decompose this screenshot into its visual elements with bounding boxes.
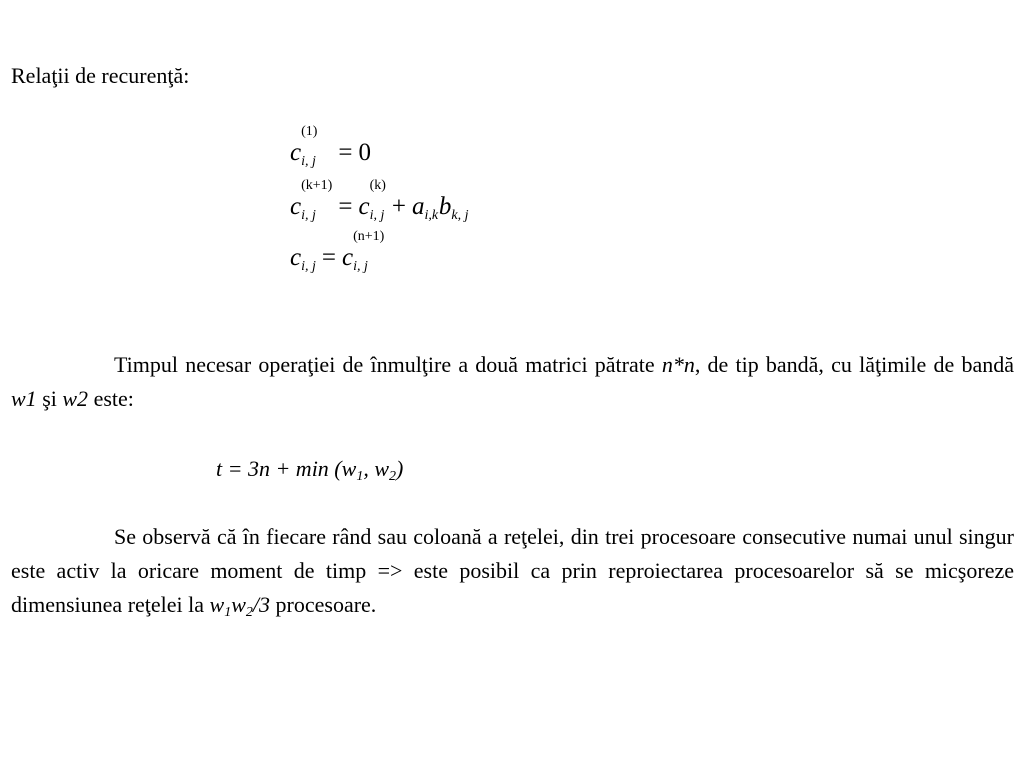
eq1-lhs-scripts: [301, 124, 332, 172]
eq3-rhs-sub: i, j: [353, 259, 368, 274]
eq3-lhs-base: c: [290, 244, 302, 271]
eq2-term1-base: c: [358, 193, 370, 220]
eq2-plus: +: [391, 193, 406, 220]
eq1-lhs-sup: (1): [301, 124, 318, 139]
eq2-lhs-sub: i, j: [301, 208, 316, 223]
formula-end: ): [396, 456, 404, 481]
eq3-operator: =: [321, 244, 336, 271]
p1-text-c: şi: [36, 386, 63, 411]
p2-text-b: procesoare.: [270, 592, 377, 617]
p1-text-a: Timpul necesar operaţiei de înmulţire a două matrici pătrate: [114, 352, 662, 377]
eq2-term3-sub: k, j: [451, 208, 469, 223]
eq2-term1-sub: i, j: [369, 208, 385, 223]
eq2-term2-scripts: [425, 192, 439, 226]
eq2-term3-base: b: [438, 193, 452, 220]
eq2-term1-sup: (k): [369, 178, 386, 193]
eq2-term2-base: a: [412, 193, 425, 220]
recurrence-equation-3: [290, 229, 385, 277]
p1-em-w2: w2: [62, 386, 89, 411]
p1-em-w1: w1: [11, 386, 37, 411]
eq2-lhs-scripts: [301, 178, 333, 226]
eq3-rhs-scripts: [353, 229, 385, 277]
eq1-lhs-sub: i, j: [301, 154, 316, 169]
p2-text-a: Se observă că în fiecare rând sau coloană a reţelei, din trei procesoare consecutive numai unul singur este activ la oricare moment de timp => este posibil ca prin reproiectarea procesoarelor să se micşoreze dimensiunea reţelei la: [11, 524, 1014, 617]
eq2-term3-scripts: [451, 192, 469, 226]
p2-em-w-b: w: [231, 592, 246, 617]
eq3-lhs-sub: i, j: [301, 259, 316, 274]
recurrence-equation-2: [290, 178, 469, 226]
eq2-operator: =: [338, 193, 353, 220]
eq2-lhs-sup: (k+1): [301, 178, 333, 193]
time-formula: [216, 452, 403, 486]
p1-em-nn: n*n: [661, 352, 695, 377]
eq2-lhs-base: c: [290, 193, 302, 220]
p1-text-b: , de tip bandă, cu lăţimile de bandă: [694, 352, 1014, 377]
eq3-rhs-base: c: [342, 244, 354, 271]
eq3-rhs-sup: (n+1): [353, 229, 385, 244]
eq3-lhs-scripts: [301, 243, 316, 277]
formula-sub1: 1: [356, 469, 364, 484]
section-heading: Relaţii de recurenţă:: [11, 63, 190, 88]
formula-sub2: 2: [389, 469, 396, 484]
eq1-operator: =: [338, 139, 353, 166]
eq2-term1-scripts: [369, 178, 386, 226]
formula-mid: , w: [363, 456, 389, 481]
p2-sub1: 1: [224, 605, 232, 620]
p2-em-w: w: [209, 592, 225, 617]
formula-main: t = 3n + min (w: [216, 456, 357, 481]
eq2-term2-sub: i,k: [424, 208, 439, 223]
recurrence-equation-1: [290, 124, 371, 172]
paragraph-time-complexity: [11, 348, 1014, 416]
eq1-lhs-base: c: [290, 139, 302, 166]
eq1-rhs: 0: [358, 139, 371, 166]
p2-em-div: /3: [252, 592, 271, 617]
p1-text-d: este:: [88, 386, 134, 411]
p2-sub2: 2: [245, 605, 253, 620]
paragraph-observation: [11, 520, 1014, 622]
